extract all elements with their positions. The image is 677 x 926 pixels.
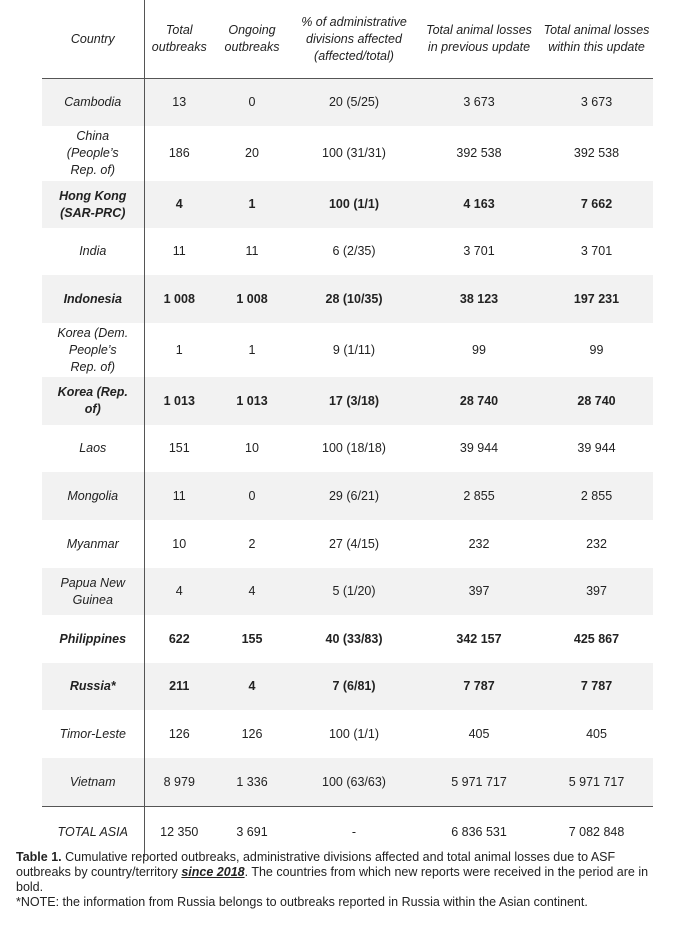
cell-total-outbreaks: 11	[172, 244, 186, 258]
cell-total-outbreaks: 1	[175, 342, 183, 357]
cell-percent-divisions: 9 (1/11)	[332, 342, 376, 357]
cell-total-outbreaks: 211	[144, 663, 214, 710]
table-row	[42, 181, 653, 228]
caption-main	[16, 850, 664, 895]
cell-total-outbreaks: 8 979	[144, 758, 214, 807]
cell-total-outbreaks: 151	[168, 441, 190, 455]
header-percent-divisions: % of administrative divisions affected (affected/total)	[290, 0, 418, 79]
cell-percent-divisions: 5 (1/20)	[290, 568, 418, 615]
cell-percent-divisions: 20 (5/25)	[290, 79, 418, 127]
cell-country: India	[42, 228, 144, 275]
cell-country: Russia*	[42, 663, 144, 710]
cell-losses-current: 2 855	[540, 472, 653, 520]
cell-ongoing-outbreaks: 4	[214, 568, 290, 615]
cell-ongoing-outbreaks: 1 008	[214, 275, 290, 323]
caption-note: *NOTE: the information from Russia belongs to outbreaks reported in Russia within the Asian continent.	[16, 895, 588, 909]
caption-label: Table 1.	[16, 850, 62, 864]
cell-losses-current: 405	[586, 726, 607, 741]
cell-ongoing-outbreaks: 1 013	[214, 377, 290, 425]
table-row	[42, 710, 653, 758]
cell-losses-previous: 397	[418, 568, 540, 615]
cell-losses-previous: 392 538	[456, 146, 502, 160]
cell-total-outbreaks: 4	[144, 181, 214, 228]
cell-ongoing-outbreaks: 20	[245, 146, 259, 160]
header-total-outbreaks: Total outbreaks	[144, 0, 214, 79]
cell-country: Timor-Leste	[42, 710, 144, 758]
cell-losses-previous: 3 701	[463, 244, 495, 258]
table-row	[42, 615, 653, 663]
cell-country: Indonesia	[42, 275, 144, 323]
cell-losses-previous: 405	[468, 726, 490, 741]
header-ongoing-outbreaks: Ongoing outbreaks	[214, 0, 290, 79]
cell-country: Papua New Guinea	[42, 568, 144, 615]
cell-losses-current: 392 538	[573, 146, 620, 160]
table-row	[42, 228, 653, 275]
cell-losses-current: 5 971 717	[540, 758, 653, 807]
caption-text-after: . The countries from which new reports were received in the period are in bold.	[16, 865, 649, 894]
cell-percent-divisions: -	[290, 807, 418, 858]
cell-percent-divisions: 6 (2/35)	[332, 244, 376, 258]
cell-percent-divisions: 27 (4/15)	[328, 536, 380, 551]
cell-losses-previous: 342 157	[456, 631, 502, 646]
table-row	[42, 425, 653, 472]
cell-total-outbreaks: 1 008	[144, 275, 214, 323]
cell-total-outbreaks: 12 350	[144, 807, 214, 858]
cell-total-outbreaks: 11	[144, 472, 214, 520]
cell-losses-previous: 7 787	[418, 663, 540, 710]
cell-percent-divisions: 100 (31/31)	[322, 146, 386, 160]
cell-country: China (People’s Rep. of)	[42, 126, 144, 181]
table-row	[42, 323, 653, 377]
cell-country: Cambodia	[42, 79, 144, 127]
asf-outbreaks-table	[42, 0, 653, 857]
cell-total-outbreaks: 10	[172, 536, 187, 551]
header-row	[42, 0, 653, 79]
cell-total-outbreaks: 13	[144, 79, 214, 127]
caption-since: since 2018	[181, 865, 245, 879]
cell-losses-current: 425 867	[573, 631, 620, 646]
cell-ongoing-outbreaks: 10	[245, 441, 259, 455]
table-row	[42, 377, 653, 425]
cell-percent-divisions: 29 (6/21)	[290, 472, 418, 520]
cell-total-outbreaks: 126	[168, 726, 190, 741]
cell-losses-current: 28 740	[540, 377, 653, 425]
cell-losses-current: 3 673	[540, 79, 653, 127]
cell-losses-previous: 6 836 531	[418, 807, 540, 858]
cell-country: Korea (Rep. of)	[42, 377, 144, 425]
table-row	[42, 472, 653, 520]
cell-losses-previous: 5 971 717	[418, 758, 540, 807]
cell-ongoing-outbreaks: 1	[214, 181, 290, 228]
cell-losses-previous: 99	[472, 342, 486, 357]
cell-country: Laos	[42, 425, 144, 472]
table-row	[42, 126, 653, 181]
cell-losses-current: 232	[586, 536, 607, 551]
cell-country: Myanmar	[42, 520, 144, 568]
cell-total-outbreaks: 4	[144, 568, 214, 615]
cell-percent-divisions: 100 (18/18)	[322, 441, 386, 455]
table-row	[42, 520, 653, 568]
cell-ongoing-outbreaks: 2	[248, 536, 256, 551]
cell-percent-divisions: 17 (3/18)	[290, 377, 418, 425]
cell-country: Vietnam	[42, 758, 144, 807]
cell-percent-divisions: 28 (10/35)	[290, 275, 418, 323]
cell-losses-current: 7 787	[540, 663, 653, 710]
cell-percent-divisions: 7 (6/81)	[290, 663, 418, 710]
header-losses-current: Total animal losses within this update	[540, 0, 653, 79]
cell-losses-previous: 4 163	[418, 181, 540, 228]
cell-percent-divisions: 40 (33/83)	[325, 631, 383, 646]
cell-country: Korea (Dem. People’s Rep. of)	[42, 323, 144, 377]
table-row	[42, 275, 653, 323]
cell-percent-divisions: 100 (1/1)	[328, 726, 380, 741]
cell-percent-divisions: 100 (63/63)	[290, 758, 418, 807]
cell-ongoing-outbreaks: 126	[241, 726, 263, 741]
cell-total-outbreaks: 1 013	[144, 377, 214, 425]
cell-country: TOTAL ASIA	[42, 807, 144, 858]
cell-losses-current: 7 662	[540, 181, 653, 228]
header-losses-previous: Total animal losses in previous update	[418, 0, 540, 79]
cell-losses-previous: 3 673	[418, 79, 540, 127]
cell-country: Hong Kong (SAR-PRC)	[42, 181, 144, 228]
cell-country: Philippines	[42, 615, 144, 663]
cell-losses-current: 197 231	[540, 275, 653, 323]
cell-ongoing-outbreaks: 0	[214, 79, 290, 127]
cell-total-outbreaks: 186	[168, 146, 190, 160]
cell-losses-current: 397	[540, 568, 653, 615]
table-row	[42, 79, 653, 127]
cell-losses-previous: 232	[468, 536, 490, 551]
header-country: Country	[42, 0, 144, 79]
cell-ongoing-outbreaks: 1	[248, 342, 256, 357]
cell-losses-previous: 38 123	[418, 275, 540, 323]
cell-ongoing-outbreaks: 3 691	[214, 807, 290, 858]
cell-country: Mongolia	[42, 472, 144, 520]
table-row	[42, 758, 653, 807]
table-row	[42, 568, 653, 615]
cell-total-outbreaks: 622	[168, 631, 190, 646]
table-body	[42, 79, 653, 858]
caption-text-before: Cumulative reported outbreaks, administrative divisions affected and total animal losses due to ASF outbreaks by country/territory	[16, 850, 616, 879]
table-row	[42, 663, 653, 710]
cell-losses-current: 3 701	[580, 244, 613, 258]
cell-losses-current: 39 944	[577, 441, 616, 455]
cell-ongoing-outbreaks: 0	[214, 472, 290, 520]
cell-losses-current: 7 082 848	[540, 807, 653, 858]
cell-ongoing-outbreaks: 4	[214, 663, 290, 710]
cell-ongoing-outbreaks: 1 336	[214, 758, 290, 807]
cell-losses-current: 99	[589, 342, 604, 357]
cell-ongoing-outbreaks: 155	[241, 631, 263, 646]
cell-losses-previous: 28 740	[418, 377, 540, 425]
cell-losses-previous: 39 944	[459, 441, 499, 455]
table-caption	[16, 850, 664, 910]
cell-ongoing-outbreaks: 11	[245, 244, 259, 258]
cell-losses-previous: 2 855	[418, 472, 540, 520]
cell-percent-divisions: 100 (1/1)	[290, 181, 418, 228]
